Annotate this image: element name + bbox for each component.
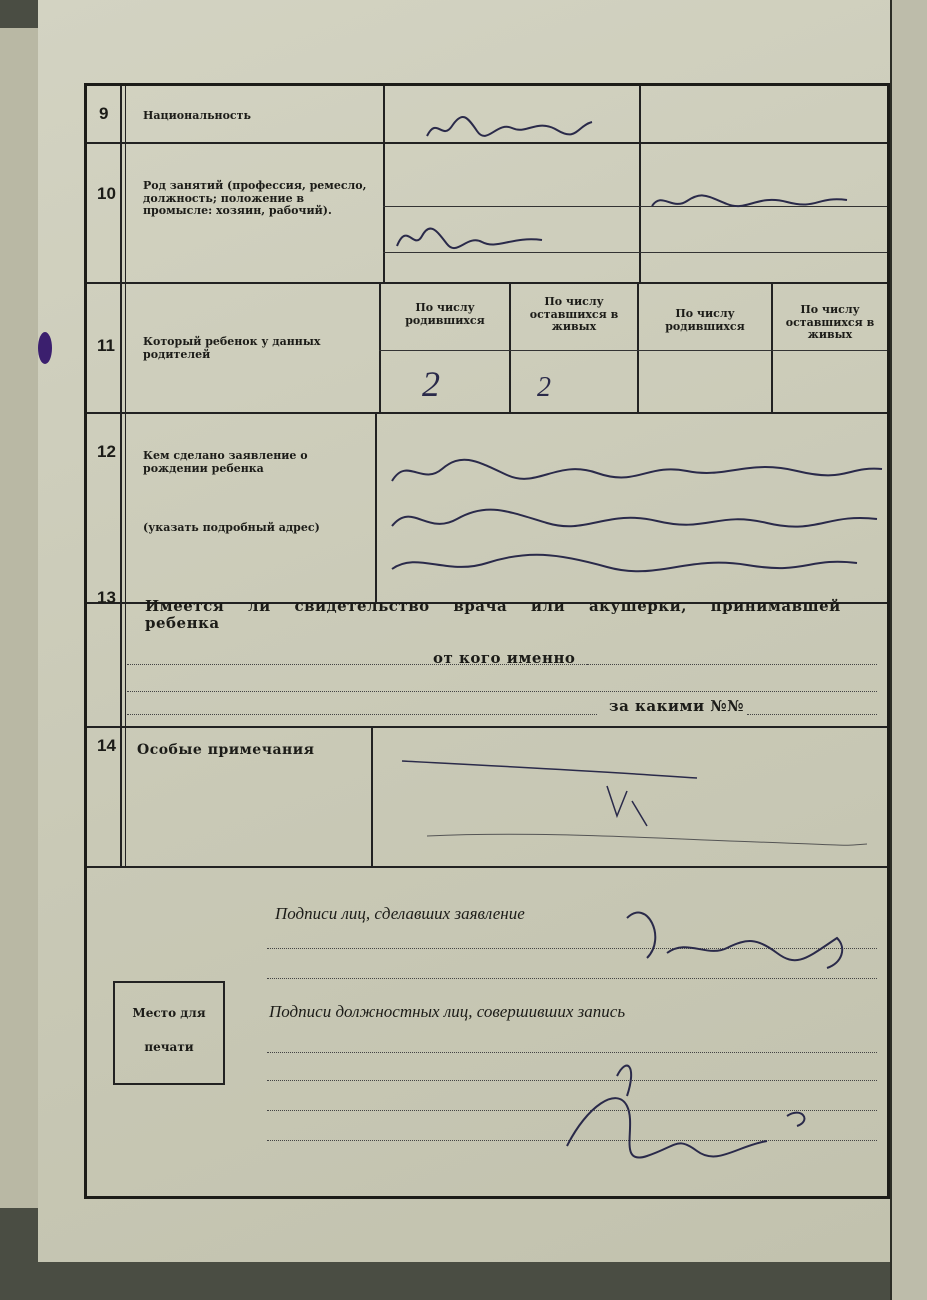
row-11-col3-header: По числу родившихся — [665, 307, 745, 333]
handwritten-occupation-left — [392, 216, 552, 256]
number-column-line-inner — [125, 86, 126, 866]
applicants-signature-label: Подписи лиц, сделавших заявление — [275, 904, 525, 923]
row-12-number: 12 — [97, 442, 116, 461]
row-11-col1-header: По числу родившихся — [405, 301, 485, 327]
row-10-divider-2 — [639, 142, 641, 282]
row-13-from-whom: от кого именно — [433, 649, 576, 667]
row-14-bottom — [87, 866, 887, 868]
row-11-col2-header: По числу оставшихся в живых — [529, 295, 619, 334]
row-13-bottom-line — [87, 726, 887, 728]
official-signature — [557, 1046, 817, 1186]
row-14-label: Особые примечания — [137, 742, 315, 758]
handwritten-occupation-right — [647, 186, 857, 216]
ink-mark — [38, 332, 52, 364]
row-12-address-note: (указать подробный адрес) — [143, 521, 320, 534]
row-11-value-2: 2 — [537, 372, 551, 403]
row-14-divider — [371, 726, 373, 866]
row-13-dotted-3 — [127, 691, 877, 692]
row-11-divider-4 — [771, 282, 773, 412]
number-column-line — [120, 86, 122, 866]
row-13-question: Имеется ли свидетельство врача или акушерки, принимавшей ребенка — [145, 597, 841, 633]
row-9-label: Национальность — [143, 109, 251, 122]
row-11-number: 11 — [97, 336, 115, 355]
applicant-signature — [607, 898, 867, 978]
seal-placeholder-box — [113, 981, 225, 1085]
seal-line-2: печати — [144, 1040, 194, 1054]
adjacent-page-edge — [890, 0, 927, 1300]
row-14-number: 14 — [97, 736, 116, 755]
row-13-dotted-4 — [127, 714, 597, 715]
row-13-dotted-2 — [587, 664, 877, 665]
handwritten-applicant — [387, 441, 887, 581]
applicant-sign-line-2 — [267, 978, 877, 979]
row-10-bottom — [87, 282, 887, 284]
row-11-divider-2 — [509, 282, 511, 412]
row-11-bottom — [87, 412, 887, 414]
row-11-divider-3 — [637, 282, 639, 412]
row-11-value-1: 2 — [422, 364, 440, 404]
row-12-label: Кем сделано заявление о рождении ребенка — [143, 449, 308, 475]
row-13-numbers: за какими №№ — [609, 697, 745, 715]
handwritten-notes — [397, 746, 877, 856]
row-10-label: Род занятий (профессия, ремесло, должность; положение в промысле: хозяин, рабочий). — [143, 179, 367, 218]
row-10-number: 10 — [97, 184, 116, 203]
row-13-number: 13 — [97, 588, 116, 607]
row-11-col4-header: По числу оставшихся в живых — [785, 303, 875, 342]
row-11-header-line — [379, 350, 887, 351]
row-12-divider — [375, 412, 377, 602]
row-9-bottom — [87, 142, 887, 144]
row-10-divider — [383, 142, 385, 282]
row-13-dotted-5 — [747, 714, 877, 715]
seal-line-1: Место для — [132, 1006, 206, 1020]
record-form — [84, 83, 890, 1199]
handwritten-nationality — [417, 106, 597, 146]
row-9-number: 9 — [99, 104, 109, 123]
row-11-divider — [379, 282, 381, 412]
officials-signature-label: Подписи должностных лиц, совершивших запись — [269, 1002, 626, 1021]
row-11-label: Который ребенок у данных родителей — [143, 335, 321, 361]
